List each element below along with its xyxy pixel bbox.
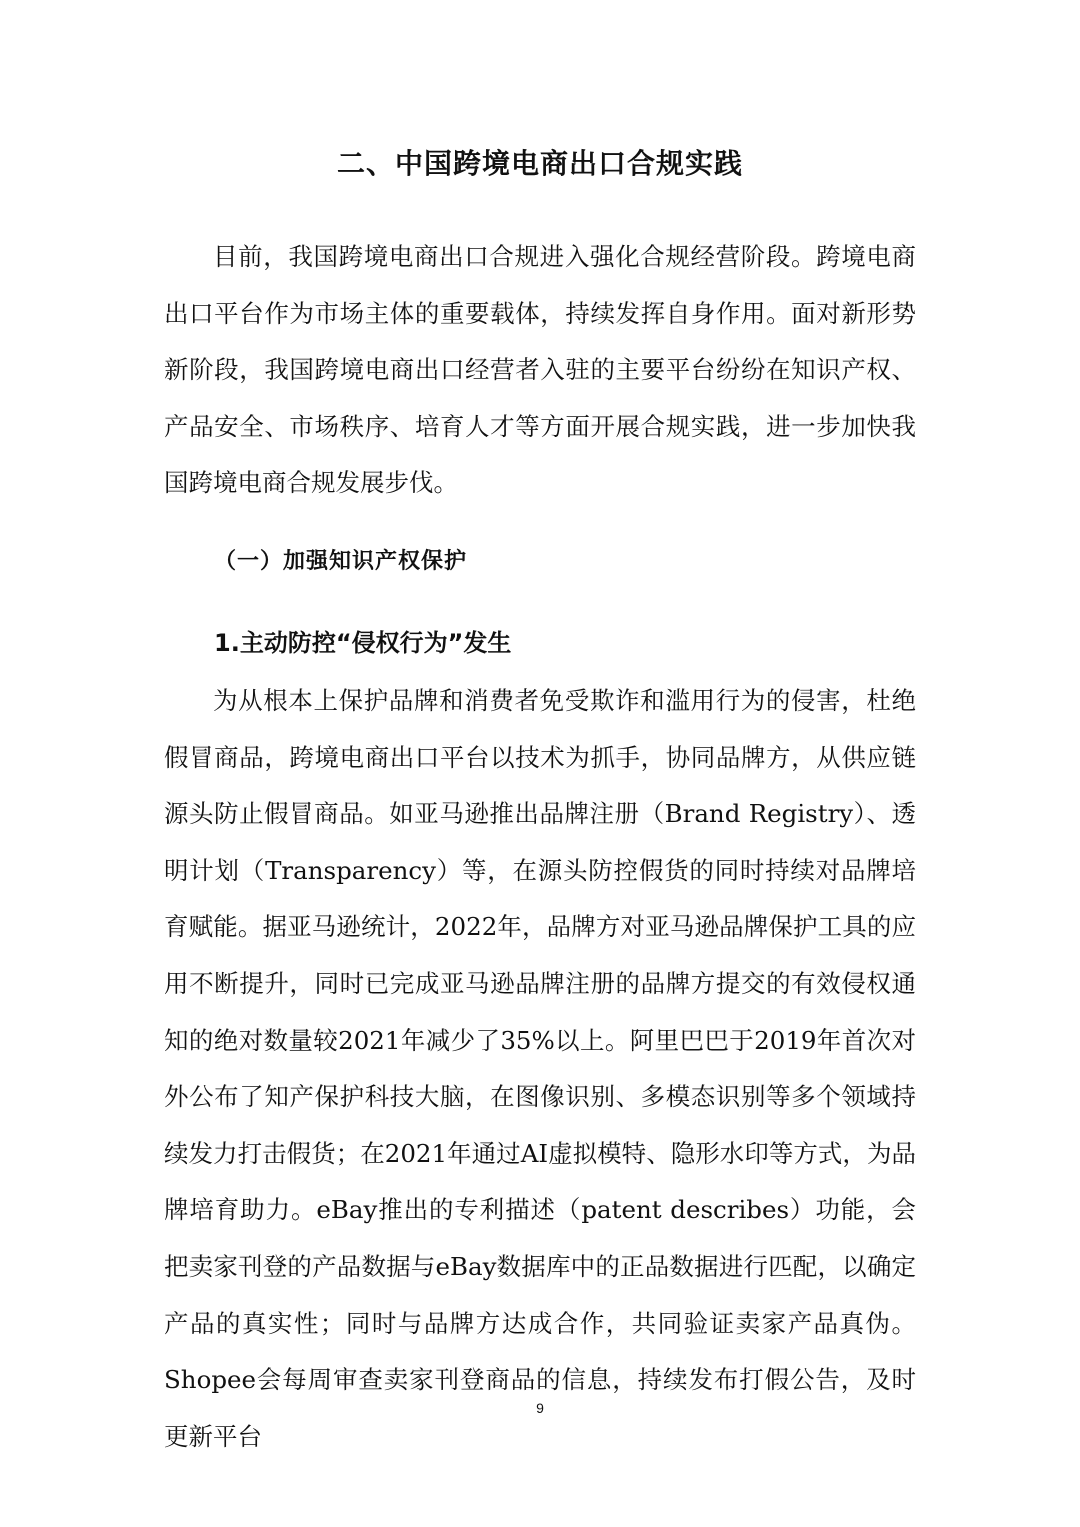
section-heading: （一）加强知识产权保护 bbox=[214, 549, 468, 574]
intro-paragraph: 目前，我国跨境电商出口合规进入强化合规经营阶段。跨境电商出口平台作为市场主体的重要载体，持续发挥自身作用。面对新形势新阶段，我国跨境电商出口经营者入驻的主要平台纷纷在知识产权、产品安全、市场秩序、培育人才等方面开展合规实践，进一步加快我国跨境电商合规发展步伐。 bbox=[164, 242, 916, 498]
body-paragraph: 为从根本上保护品牌和消费者免受欺诈和滥用行为的侵害，杜绝假冒商品，跨境电商出口平台以技术为抓手，协同品牌方，从供应链源头防止假冒商品。如亚马逊推出品牌注册（Brand Registry）、透明计划（Transparency）等，在源头防控假货的同时持续对品牌培育赋能。据亚马逊统计，2022年，品牌方对亚马逊品牌保护工具的应用不断提升，同时已完成亚马逊品牌注册的品牌方提交的有效侵权通知的绝对数量较2021年减少了35%以上。阿里巴巴于2019年首次对外公布了知产保护科技大脑，在图像识别、多模态识别等多个领域持续发力打击假货；在2021年通过AI虚拟模特、隐形水印等方式，为品牌培育助力。eBay推出的专利描述（patent describes）功能，会把卖家刊登的产品数据与eBay数据库中的正品数据进行匹配，以确定产品的真实性；同时与品牌方达成合作，共同验证卖家产品真伪。Shopee会每周审查卖家刊登商品的信息，持续发布打假公告，及时更新平台 bbox=[164, 686, 916, 1451]
page-number: 9 bbox=[536, 1400, 544, 1416]
sub-heading: 1.主动防控“侵权行为”发生 bbox=[214, 629, 512, 657]
chapter-title: 二、中国跨境电商出口合规实践 bbox=[336, 147, 743, 180]
